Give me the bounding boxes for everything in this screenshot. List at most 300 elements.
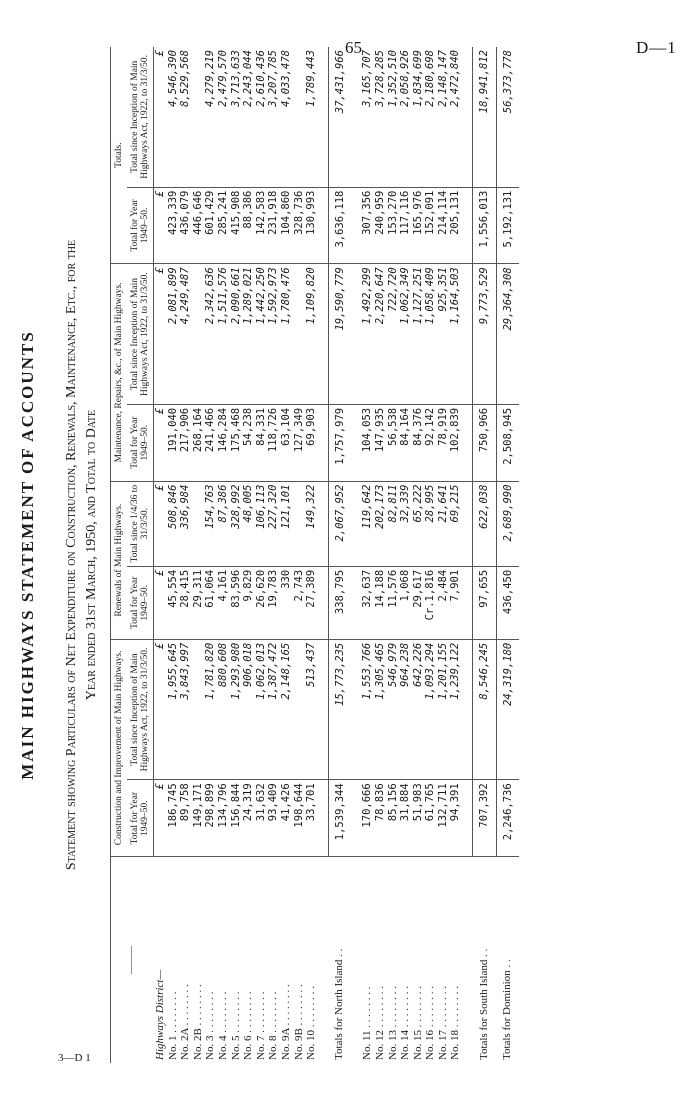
cell-t2: 2,148,147: [437, 47, 450, 187]
cell-t2: 3,728,285: [374, 47, 387, 187]
row-label-text: No. 13: [386, 1030, 399, 1060]
leader-dots: . . . . . . . .: [292, 984, 305, 1029]
cell-c1: 156,844: [230, 780, 243, 857]
cell-m1: 54,238: [242, 404, 255, 481]
row-label-text: No. 2B: [191, 1028, 204, 1060]
cell-c2: 15,773,235: [328, 639, 351, 780]
cell-c2: 3,843,997: [179, 639, 192, 780]
cell-c2: 1,293,980: [230, 639, 243, 780]
cell-r2: 87,386: [217, 481, 230, 566]
row-label: [473, 857, 497, 1064]
cell-r2: 119,642: [361, 481, 374, 566]
cell-t1: 104,860: [280, 187, 293, 264]
row-label: [437, 857, 450, 1064]
spacer-cell: [462, 566, 473, 639]
table-row: [305, 47, 318, 1063]
cell-c1: 78,836: [374, 780, 387, 857]
cell-c2: [192, 639, 205, 780]
cell-c1: 1,539,344: [328, 780, 351, 857]
cell-r2: 508,846: [167, 481, 180, 566]
row-label-text: No. 2A: [179, 1028, 192, 1060]
cell-m1: 175,468: [230, 404, 243, 481]
spacer-cell: [318, 264, 329, 405]
cell-c2: 906,018: [242, 639, 255, 780]
subtitle-line-1: Statement showing Particulars of Net Expenditure on Construction, Renewals, Maintenance, Etc., for the: [64, 239, 79, 871]
cell-r1: 1,068: [399, 566, 412, 639]
cell-r1: 2,484: [437, 566, 450, 639]
row-label: [399, 857, 412, 1064]
cell-t2: 3,713,633: [230, 47, 243, 187]
cell-r1: 7,901: [449, 566, 462, 639]
cell-t1: 436,079: [179, 187, 192, 264]
cell-m2: 1,062,349: [399, 264, 412, 405]
cell-c2: 513,437: [305, 639, 318, 780]
accounts-table: [110, 47, 519, 1063]
cell-c2: 1,062,013: [255, 639, 268, 780]
table-row: [204, 47, 217, 1063]
cell-c2: 8,546,245: [473, 639, 497, 780]
cell-c1: 134,796: [217, 780, 230, 857]
row-label-text: No. 10: [305, 1030, 318, 1060]
group-maintenance-header: Maintenance, Repairs, &c., of Main Highways.: [111, 264, 128, 481]
leader-dots: . . . . . . . .: [216, 991, 229, 1036]
spacer-cell: [462, 187, 473, 264]
spacer-row: [351, 47, 361, 1063]
table-row: [217, 47, 230, 1063]
spacer-cell: [462, 404, 473, 481]
row-label: [242, 857, 255, 1064]
cell-r2: 154,763: [204, 481, 217, 566]
cell-c1: 33,701: [305, 780, 318, 857]
row-label: [496, 857, 519, 1064]
cell-t1: 446,646: [192, 187, 205, 264]
cell-m1: 84,331: [255, 404, 268, 481]
cell-r2: 21,641: [437, 481, 450, 566]
table-row: [242, 47, 255, 1063]
cell-m1: 84,376: [412, 404, 425, 481]
group-totals-header: Totals.: [111, 47, 128, 264]
cell-c1: 198,644: [293, 780, 306, 857]
cell-t2: 2,610,436: [255, 47, 268, 187]
row-label-text: No. 15: [411, 1030, 424, 1060]
table-row: [167, 47, 180, 1063]
table-row: [374, 47, 387, 1063]
row-label-text: No. 9B: [292, 1028, 305, 1060]
row-label-text: No. 6: [242, 1035, 255, 1060]
cell-t1: 142,583: [255, 187, 268, 264]
cell-c2: 1,955,645: [167, 639, 180, 780]
cell-t2: 4,546,390: [167, 47, 180, 187]
row-label: [449, 857, 462, 1064]
table-row: [361, 47, 374, 1063]
cell-m1: 1,757,979: [328, 404, 351, 481]
spacer-cell: [318, 187, 329, 264]
cell-t1: 117,116: [399, 187, 412, 264]
spacer-cell: [462, 481, 473, 566]
cell-m1: 78,919: [437, 404, 450, 481]
cell-r2: 106,113: [255, 481, 268, 566]
cell-t1: 285,241: [217, 187, 230, 264]
cell-c1: 41,426: [280, 780, 293, 857]
table-row: [230, 47, 243, 1063]
cell-t1: 152,091: [424, 187, 437, 264]
cell-r2: 65,222: [412, 481, 425, 566]
cell-m1: 268,164: [192, 404, 205, 481]
south-island-total-row: [473, 47, 497, 1063]
cell-r1: 2,743: [293, 566, 306, 639]
cell-t2: 56,373,778: [496, 47, 519, 187]
cell-c1: 132,711: [437, 780, 450, 857]
cell-c1: 85,156: [387, 780, 400, 857]
cell-r2: 202,173: [374, 481, 387, 566]
cell-m1: 750,966: [473, 404, 497, 481]
cell-c1: 170,666: [361, 780, 374, 857]
cell-m2: 1,442,250: [255, 264, 268, 405]
cell-r1: 29,617: [412, 566, 425, 639]
cell-r2: 121,101: [280, 481, 293, 566]
pound-sign: £: [154, 187, 167, 264]
col-header-maintenance-year: Total for Year 1949–50.: [127, 404, 154, 481]
leader-dots: . . . . . . . .: [279, 984, 292, 1029]
leader-dots: . . . . . . . .: [229, 991, 242, 1036]
table-row: [387, 47, 400, 1063]
cell-r2: 32,339: [399, 481, 412, 566]
cell-m1: 56,538: [387, 404, 400, 481]
row-label: [167, 857, 180, 1064]
row-label: [328, 857, 351, 1064]
cell-t1: 231,918: [267, 187, 280, 264]
cell-m1: 84,164: [399, 404, 412, 481]
cell-r1: Cr.1,816: [424, 566, 437, 639]
cell-m2: 2,342,636: [204, 264, 217, 405]
spacer-cell: [351, 404, 361, 481]
row-label-text: No. 7: [254, 1035, 267, 1060]
cell-r1: 97,655: [473, 566, 497, 639]
dominion-total-row: [496, 47, 519, 1063]
cell-c2: 1,781,820: [204, 639, 217, 780]
col-header-renewals-since: Total since 1/4/36 to 31/3/50.: [127, 481, 154, 566]
row-label: [179, 857, 192, 1064]
leader-dots: . . . . . . . .: [166, 991, 179, 1036]
spacer-cell: [351, 857, 361, 1064]
cell-m2: 9,773,529: [473, 264, 497, 405]
spacer-cell: [462, 264, 473, 405]
row-label-text: No. 4: [216, 1035, 229, 1060]
spacer-cell: [351, 264, 361, 405]
spacer-cell: [318, 780, 329, 857]
row-label: [387, 857, 400, 1064]
spacer-cell: [351, 47, 361, 187]
cell-r1: 45,554: [167, 566, 180, 639]
spacer-cell: [318, 404, 329, 481]
cell-r1: 9,829: [242, 566, 255, 639]
cell-m1: 2,508,945: [496, 404, 519, 481]
row-label-text: Totals for North Island: [333, 959, 346, 1060]
cell-m2: 1,164,503: [449, 264, 462, 405]
leader-dots: . . . . . . . .: [449, 986, 462, 1031]
subtitle-line-2: Year ended 31st March, 1950, and Total to Date: [84, 409, 99, 701]
cell-m2: 1,058,409: [424, 264, 437, 405]
cell-t2: 4,279,219: [204, 47, 217, 187]
cell-m1: 104,053: [361, 404, 374, 481]
cell-m1: 118,726: [267, 404, 280, 481]
cell-c2: 1,093,294: [424, 639, 437, 780]
leader-dots: . . . . . . . .: [411, 986, 424, 1031]
cell-c2: 1,553,766: [361, 639, 374, 780]
cell-c1: 298,899: [204, 780, 217, 857]
cell-r1: 436,450: [496, 566, 519, 639]
cell-r1: 29,311: [192, 566, 205, 639]
cell-c2: 642,226: [412, 639, 425, 780]
row-label-text: No. 8: [267, 1035, 280, 1060]
cell-r1: 4,161: [217, 566, 230, 639]
cell-r2: 227,320: [267, 481, 280, 566]
cell-r2: [293, 481, 306, 566]
cell-m1: 191,040: [167, 404, 180, 481]
col-header-construction-year: Total for Year 1949–50.: [127, 780, 154, 857]
page-number: 65: [345, 38, 362, 57]
cell-t1: 415,908: [230, 187, 243, 264]
cell-m2: 4,249,487: [179, 264, 192, 405]
row-label: [280, 857, 293, 1064]
rotated-table-page: [0, 35, 700, 1075]
cell-t1: 88,386: [242, 187, 255, 264]
cell-m2: 2,090,661: [230, 264, 243, 405]
cell-c1: 94,391: [449, 780, 462, 857]
row-label-text: No. 14: [399, 1030, 412, 1060]
row-label: [412, 857, 425, 1064]
spacer-cell: [462, 857, 473, 1064]
cell-t2: 8,529,568: [179, 47, 192, 187]
cell-r2: 2,689,990: [496, 481, 519, 566]
cell-c1: 707,392: [473, 780, 497, 857]
spacer-cell: [462, 639, 473, 780]
pound-sign: £: [154, 404, 167, 481]
spacer-cell: [351, 187, 361, 264]
row-label: [374, 857, 387, 1064]
cell-m2: 2,081,899: [167, 264, 180, 405]
row-label-text: No. 17: [436, 1030, 449, 1060]
leader-dots: . . . . . . . .: [436, 986, 449, 1031]
table-row: [293, 47, 306, 1063]
cell-c2: 2,148,165: [280, 639, 293, 780]
cell-c2: 1,305,465: [374, 639, 387, 780]
col-header-renewals-year: Total for Year 1949–50.: [127, 566, 154, 639]
cell-c1: 61,765: [424, 780, 437, 857]
cell-m2: 1,780,476: [280, 264, 293, 405]
table-body: [154, 47, 520, 1063]
row-label-text: Totals for Dominion: [501, 970, 514, 1060]
row-label: [293, 857, 306, 1064]
table-row: [424, 47, 437, 1063]
spacer-row: [318, 47, 329, 1063]
cell-r1: 19,783: [267, 566, 280, 639]
cell-c2: 880,608: [217, 639, 230, 780]
cell-t2: 3,207,785: [267, 47, 280, 187]
cell-m2: 722,720: [387, 264, 400, 405]
row-label-text: No. 1: [166, 1035, 179, 1060]
cell-c1: 93,409: [267, 780, 280, 857]
cell-r1: 27,389: [305, 566, 318, 639]
cell-m2: 1,511,576: [217, 264, 230, 405]
cell-t2: 37,431,966: [328, 47, 351, 187]
cell-c2: 1,239,122: [449, 639, 462, 780]
cell-c2: 546,979: [387, 639, 400, 780]
cell-r2: 622,038: [473, 481, 497, 566]
cell-r1: 14,188: [374, 566, 387, 639]
district-column-header: ———: [111, 857, 154, 1064]
row-label-text: No. 5: [229, 1035, 242, 1060]
leader-dots: . . . . . . . .: [267, 991, 280, 1036]
pound-sign: £: [154, 481, 167, 566]
cell-r1: 11,576: [387, 566, 400, 639]
cell-r1: 61,064: [204, 566, 217, 639]
pound-sign: £: [154, 639, 167, 780]
cell-t1: 5,192,131: [496, 187, 519, 264]
cell-m1: 102,839: [449, 404, 462, 481]
cell-m1: 147,935: [374, 404, 387, 481]
cell-t2: 2,058,926: [399, 47, 412, 187]
cell-r2: 2,067,952: [328, 481, 351, 566]
leader-dots: . . . . . . . .: [204, 991, 217, 1036]
cell-c2: 964,238: [399, 639, 412, 780]
cell-c1: 89,758: [179, 780, 192, 857]
cell-t2: 2,472,840: [449, 47, 462, 187]
table-row: [179, 47, 192, 1063]
row-label: [192, 857, 205, 1064]
cell-m2: 1,109,820: [305, 264, 318, 405]
cell-c2: 1,387,472: [267, 639, 280, 780]
cell-t2: 4,033,478: [280, 47, 293, 187]
row-label-text: Totals for South Island: [478, 959, 491, 1060]
pound-sign: £: [154, 566, 167, 639]
cell-m2: 1,289,021: [242, 264, 255, 405]
cell-t1: 214,114: [437, 187, 450, 264]
leader-dots: . . . . . . . .: [386, 986, 399, 1031]
cell-m2: 1,492,299: [361, 264, 374, 405]
cell-r2: 82,811: [387, 481, 400, 566]
leader-dots: . . . . . . . .: [305, 986, 318, 1031]
cell-t1: 153,270: [387, 187, 400, 264]
cell-t1: 423,339: [167, 187, 180, 264]
cell-r1: 338,795: [328, 566, 351, 639]
table-row: [267, 47, 280, 1063]
pound-sign: £: [154, 47, 167, 187]
leader-dots: . . . . . . . .: [424, 986, 437, 1031]
leader-dots: . . . . . . . .: [242, 991, 255, 1036]
cell-t1: 130,993: [305, 187, 318, 264]
table-row: [412, 47, 425, 1063]
col-header-totals-since: Total since Inception of Main Highways Act, 1922, to 31/3/50.: [127, 47, 154, 187]
cell-r1: 330: [280, 566, 293, 639]
table-row: [449, 47, 462, 1063]
leader-dots: . . . . . . . .: [361, 986, 374, 1031]
cell-c1: 51,983: [412, 780, 425, 857]
cell-m1: 146,284: [217, 404, 230, 481]
cell-t1: 1,556,013: [473, 187, 497, 264]
page-code: D—1: [636, 38, 677, 57]
row-label: [424, 857, 437, 1064]
cell-r2: [192, 481, 205, 566]
spacer-cell: [351, 481, 361, 566]
cell-c1: 186,745: [167, 780, 180, 857]
cell-t2: 1,352,510: [387, 47, 400, 187]
leader-dots: . . . . . . . .: [373, 986, 386, 1031]
table-row: [255, 47, 268, 1063]
pound-sign: £: [154, 780, 167, 857]
row-label: [204, 857, 217, 1064]
cell-c1: 31,884: [399, 780, 412, 857]
footer-code: 3—D 1: [58, 1052, 91, 1064]
cell-r2: 149,322: [305, 481, 318, 566]
cell-m2: 1,127,251: [412, 264, 425, 405]
cell-t1: 165,976: [412, 187, 425, 264]
col-header-maintenance-since: Total since Inception of Main Highways Act, 1922, to 31/3/50.: [127, 264, 154, 405]
section-label: Highways District—: [153, 969, 166, 1060]
cell-r1: 26,620: [255, 566, 268, 639]
row-label-text: No. 9A: [279, 1028, 292, 1060]
table-row: [399, 47, 412, 1063]
cell-m2: 1,592,973: [267, 264, 280, 405]
page-title: MAIN HIGHWAYS STATEMENT OF ACCOUNTS: [18, 330, 37, 780]
leader-dots: . . . . . . . .: [254, 991, 267, 1036]
cell-r1: 28,415: [179, 566, 192, 639]
cell-t2: 1,789,443: [305, 47, 318, 187]
cell-m2: [192, 264, 205, 405]
leader-dots: . . . . . . . .: [179, 984, 192, 1029]
spacer-cell: [318, 47, 329, 187]
spacer-cell: [462, 780, 473, 857]
table-row: [437, 47, 450, 1063]
col-header-totals-year: Total for Year 1949–50.: [127, 187, 154, 264]
row-label-text: No. 18: [449, 1030, 462, 1060]
leader-dots: . . . . . . . .: [191, 984, 204, 1029]
cell-r2: 48,005: [242, 481, 255, 566]
cell-r1: 32,637: [361, 566, 374, 639]
north-island-total-row: [328, 47, 351, 1063]
col-header-construction-since: Total since Inception of Main Highways Act, 1922, to 31/3/50.: [127, 639, 154, 780]
cell-t2: 2,180,698: [424, 47, 437, 187]
cell-c2: [293, 639, 306, 780]
cell-m1: 63,104: [280, 404, 293, 481]
row-label: [255, 857, 268, 1064]
cell-c2: 1,201,155: [437, 639, 450, 780]
spacer-cell: [351, 780, 361, 857]
spacer-cell: [318, 639, 329, 780]
row-label-text: No. 3: [204, 1035, 217, 1060]
leader-dots: . .: [478, 948, 491, 960]
leader-dots: . .: [501, 959, 514, 971]
spacer-row: [462, 47, 473, 1063]
cell-t2: 2,479,570: [217, 47, 230, 187]
cell-c1: 149,171: [192, 780, 205, 857]
leader-dots: . . . . . . . .: [399, 986, 412, 1031]
row-label: [267, 857, 280, 1064]
cell-m1: 69,903: [305, 404, 318, 481]
spacer-cell: [318, 481, 329, 566]
table-row: [192, 47, 205, 1063]
cell-m2: 29,364,308: [496, 264, 519, 405]
cell-t2: 1,834,699: [412, 47, 425, 187]
cell-m1: 92,142: [424, 404, 437, 481]
cell-t2: 18,941,812: [473, 47, 497, 187]
cell-m2: 19,590,779: [328, 264, 351, 405]
row-label: [230, 857, 243, 1064]
cell-t1: 307,356: [361, 187, 374, 264]
row-label: [305, 857, 318, 1064]
cell-r2: 28,995: [424, 481, 437, 566]
cell-m2: [293, 264, 306, 405]
